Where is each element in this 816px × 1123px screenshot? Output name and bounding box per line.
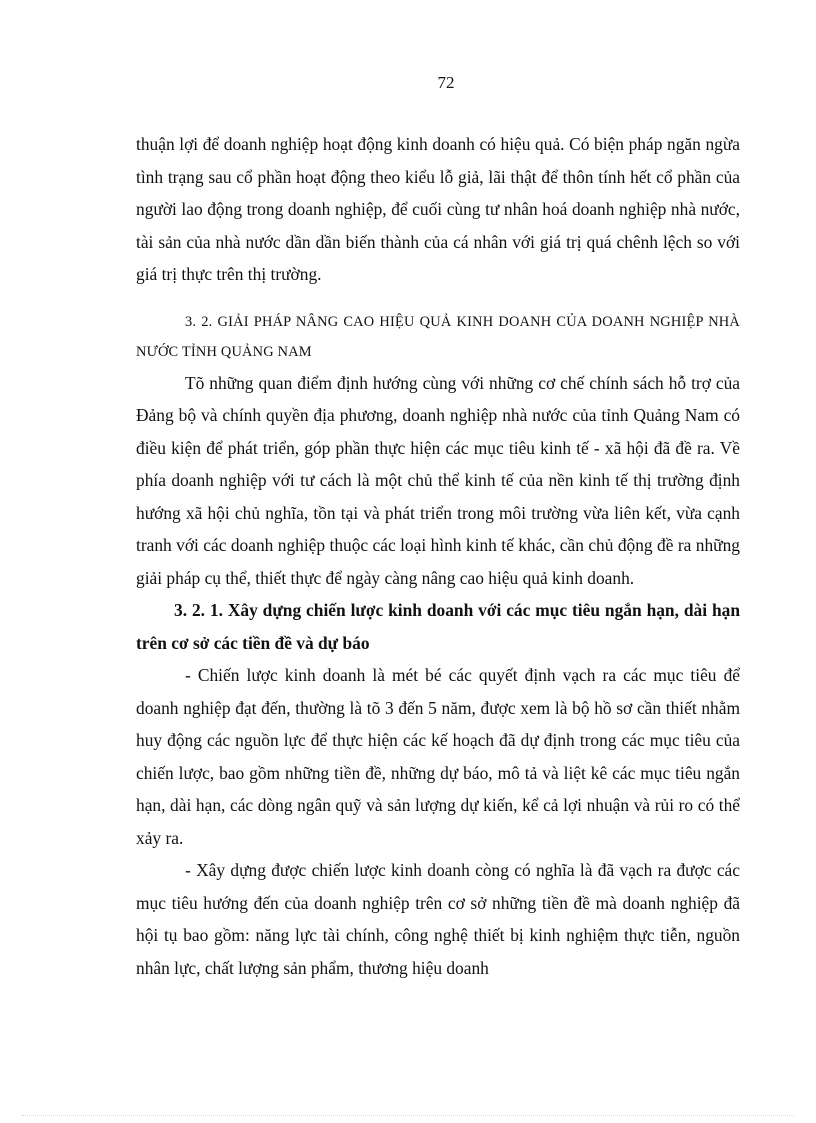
page-bottom-rule	[22, 1115, 794, 1116]
paragraph-strategy-definition: - Chiến lược kinh doanh là mét bé các quyết định vạch ra các mục tiêu để doanh nghiệp đạt đến, thường là tõ 3 đến 5 năm, được xem là bộ hồ sơ cần thiết nhằm huy động các nguồn lực để thực hiện các kế hoạch đã dự định trong các mục tiêu của chiến lược, bao gồm những tiền đề, những dự báo, mô tả và liệt kê các mục tiêu ngắn hạn, dài hạn, các dòng ngân quỹ và sản lượng dự kiến, kể cả lợi nhuận và rủi ro có thể xảy ra.	[136, 665, 740, 848]
paragraph-intro: Tõ những quan điểm định hướng cùng với những cơ chế chính sách hỗ trợ của Đảng bộ và chính quyền địa phương, doanh nghiệp nhà nước của tỉnh Quảng Nam có điều kiện để phát triển, góp phần thực hiện các mục tiêu kinh tế - xã hội đã đề ra. Về phía doanh nghiệp với tư cách là một chủ thể kinh tế của nền kinh tế thị trường định hướng xã hội chủ nghĩa, tồn tại và phát triển trong môi trường vừa liên kết, vừa cạnh tranh với các doanh nghiệp thuộc các loại hình kinh tế khác, cần chủ động đề ra những giải pháp cụ thể, thiết thực để ngày càng nâng cao hiệu quả kinh doanh.	[136, 372, 740, 588]
section-heading: 3. 2. GIẢI PHÁP NÂNG CAO HIỆU QUẢ KINH DOANH CỦA DOANH NGHIỆP NHÀ NƯỚC TỈNH QUẢNG NAM	[136, 313, 740, 360]
document-body	[136, 128, 740, 984]
subsection-heading: 3. 2. 1. Xây dựng chiến lược kinh doanh với các mục tiêu ngắn hạn, dài hạn trên cơ sở các tiền đề và dự báo	[136, 600, 740, 653]
page-number: 72	[437, 73, 455, 92]
paragraph-strategy-building: - Xây dựng được chiến lược kinh doanh còng có nghĩa là đã vạch ra được các mục tiêu hướng đến của doanh nghiệp trên cơ sở những tiền đề mà doanh nghiệp đã hội tụ bao gồm: năng lực tài chính, công nghệ thiết bị kinh nghiệm thực tiễn, nguồn nhân lực, chất lượng sản phẩm, thương hiệu doanh	[136, 860, 740, 978]
paragraph-continuation: thuận lợi để doanh nghiệp hoạt động kinh doanh có hiệu quả. Có biện pháp ngăn ngừa tình trạng sau cổ phần hoạt động theo kiểu lỗ giả, lãi thật để thôn tính hết cổ phần của người lao động trong doanh nghiệp, để cuối cùng tư nhân hoá doanh nghiệp nhà nước, tài sản của nhà nước dần dần biến thành của cá nhân với giá trị quá chênh lệch so với giá trị thực trên thị trường.	[136, 134, 740, 284]
